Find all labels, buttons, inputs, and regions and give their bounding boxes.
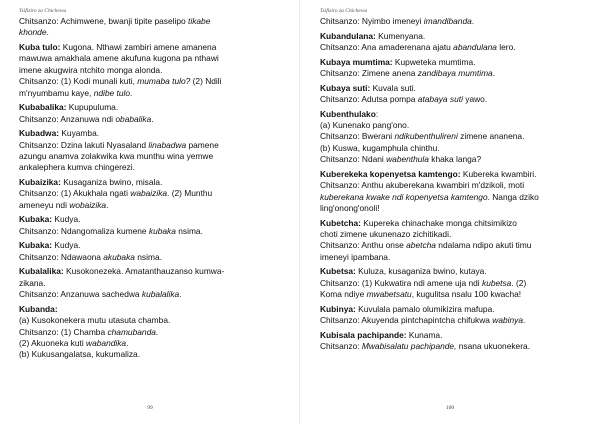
entry-text: Kudya. [52,214,81,225]
entry-text: Kumenyana. [375,30,426,41]
example-term: kubetsa [482,277,512,288]
entry-text: (a) Kusokonekera mutu utasuta chamba. [19,315,171,326]
example-term: wabenthula [386,154,429,165]
headword: Kubabalika: [19,102,67,113]
entry-line [320,42,592,53]
entry-text: Kuyamba. [59,128,100,139]
example-term: wabinya [492,315,523,326]
dictionary-entry [320,330,592,353]
entry-text: Kuvulala pamalo olumikizira mafupa. [355,303,495,314]
entry-line [320,180,592,191]
entries-left [19,16,286,361]
entry-text: Kuluza, kusaganiza bwino, kutaya. [355,266,487,277]
headword: Kubaizika: [19,177,61,188]
dictionary-entry [19,128,286,174]
entry-line [19,304,286,315]
entry-text: Chitsanzo: Dzina lakuti Nyasaland [19,139,149,150]
headword: Kubaka: [19,214,53,225]
entry-line [19,327,286,338]
headword: Kubetcha: [320,217,361,228]
example-term: mwabetsatu [366,289,412,300]
entry-line [19,200,286,211]
dictionary-entry [320,57,592,80]
entry-text: nsima. [134,251,162,262]
entry-line [320,278,592,289]
entry-line [320,131,592,142]
entry-line [19,278,286,289]
entry-line [320,341,592,352]
entry-line [320,31,592,42]
example-term: zandibaya mumtima [417,68,493,78]
entry-text: Chitsanzo: Bwerani [320,131,395,142]
entry-text: (b) Kuswa, kugamphula chinthu. [320,142,440,153]
entry-text: Koma ndiye [320,289,367,300]
entry-text: Kusokonezeka. Amatanthauzanso kumwa- [63,266,225,277]
entry-text: . (2) Munthu [167,188,213,199]
entry-line [320,109,592,120]
entry-line [19,266,286,277]
dictionary-entry [320,218,592,264]
example-term: kubalalika [141,289,180,300]
entry-text: (b) Kukusangalatsa, kukumaliza. [19,349,141,360]
entry-text: Chitsanzo: Ndawaona [19,251,104,262]
entry-text: Chitsanzo: Anzanuwa sachedwa [19,289,142,300]
entry-line [320,229,592,240]
entry-line [19,65,286,76]
example-term: ndibe tulo [93,87,131,98]
entry-text: Kugona. Nthawi zambiri amene amanena [60,42,217,52]
entry-text: mawuwa amakhala amene akufuna kugona pa nthawi [19,53,219,64]
entry-line [320,68,592,79]
entry-text: (2) Ndili [190,76,222,87]
example-term: wabandika [86,338,127,349]
entry-text: Kuvala suti. [370,82,416,93]
dictionary-entry [19,304,286,361]
entry-line [19,53,286,64]
entry-text: Kupereka chinachake monga chitsimikizo [360,217,517,228]
headword: Kubinya: [320,303,356,314]
entry-line [19,226,286,237]
entry-text: . (2) [511,277,527,288]
dictionary-entry [19,16,286,39]
entry-text: zikana. [19,277,46,288]
dictionary-entry [19,177,286,211]
entry-text: yawo. [462,94,488,104]
headword: Kubanda: [19,303,58,314]
running-head-right: Tsifiziro za Chichewa [320,8,368,14]
entry-text: Kubereka kwambiri. [460,168,537,179]
entry-line [320,57,592,68]
example-term: tikabe [188,16,211,26]
entry-text: : [375,108,379,119]
entry-line [320,192,592,203]
entry-text: nsana ukuonekera. [456,341,530,352]
example-term: wabaizika [130,188,168,199]
entry-line [19,102,286,113]
entry-text: ling'onong'onoli! [320,203,380,214]
example-term: linabadwa [148,139,187,150]
entry-text: Chitsanzo: [320,341,362,352]
entry-line [320,143,592,154]
example-term: Mwabisalatu pachipande, [361,341,457,352]
headword: Kubandulana: [320,30,376,41]
example-term: imandibanda [423,16,472,26]
entry-line [19,162,286,173]
entry-line [19,76,286,87]
entry-line [320,94,592,105]
example-term: khonde [19,27,47,38]
entry-text: imene akugwira ntchito monga alonda. [19,64,163,75]
entry-line [19,214,286,225]
entry-line [19,16,286,27]
headword: Kuberekeka kopenyetsa kamtengo: [320,168,461,179]
entry-text: Chitsanzo: Nyimbo imeneyi [320,16,424,26]
entry-line [320,83,592,94]
example-term: wobaizika [69,199,107,210]
entry-text: . [46,27,49,38]
entry-line [19,349,286,360]
dictionary-entry [19,266,286,300]
entry-text: Chitsanzo: (1) Kukwatira ndi amene uja ndi [320,277,482,288]
entry-text: Chitsanzo: Anthu akuberekana kwambiri m'dzikoli, moti [320,180,525,191]
entry-text: . [151,113,154,124]
entry-line [19,151,286,162]
entry-line [320,266,592,277]
entry-text: Chitsanzo: (1) Chamba [19,326,108,337]
dictionary-entry [320,16,592,27]
entry-line [19,42,286,53]
entry-text: , kugulitsa nsalu 100 kwacha! [411,289,522,300]
entry-text: Chitsanzo: Ndani [320,154,387,165]
headword: Kubenthulako [320,108,376,119]
entry-line [320,203,592,214]
dictionary-entry [19,240,286,263]
entry-text: Chitsanzo: Achimwene, bwanji tipite paselipo [19,16,188,26]
entries-right [320,16,592,353]
entry-text: Chitsanzo: Ana amaderenana ajatu [320,42,454,52]
entry-text: choti zimene ukunenazo zichitikadi. [320,229,452,240]
headword: Kubadwa: [19,128,60,139]
page-number-right: 100 [445,405,455,411]
example-term: kuberekana kwake ndi kopenyetsa kamtengo [320,191,488,202]
entry-text: Kupweteka mumtima. [392,56,476,67]
headword: Kubaya mumtima: [320,56,393,67]
entry-line [320,154,592,165]
dictionary-entry [320,304,592,327]
headword: Kubetsa: [320,266,356,277]
entry-text: Kupupuluma. [66,102,119,113]
entry-line [19,289,286,300]
entry-line [320,289,592,300]
entry-text: . [106,199,109,210]
entry-line [19,27,286,38]
headword: Kubaka: [19,240,53,251]
entry-text: . [130,87,133,98]
entry-text: . [492,68,496,78]
entry-line [320,240,592,251]
headword: Kuba tulo: [19,42,61,52]
example-term: abetcha [406,240,436,251]
entry-text: m'nyumbamu kaye, [19,87,94,98]
example-term: mumaba tulo? [137,76,191,87]
entry-line [320,16,592,27]
entry-text: Kudya. [52,240,81,251]
entry-line [320,169,592,180]
entry-text: (a) Kunenako pang'ono. [320,120,410,130]
entry-line [19,240,286,251]
example-term: abandulana [453,42,497,52]
dictionary-entry [320,109,592,166]
right-page [300,0,600,424]
entry-text: pamene [186,139,219,150]
entry-text: Chitsanzo: Anzanuwa ndi [19,113,116,124]
dictionary-entry [320,83,592,106]
entry-text: (2) Akuoneka kuti [19,338,87,349]
entry-text: ndalama ndipo akuti timu [435,240,532,251]
entry-text: zimene ananena. [457,131,525,142]
entry-text: . [471,16,475,26]
entry-line [19,128,286,139]
entry-text: Chitsanzo: Anthu onse [320,240,407,251]
entry-text: . Nanga dziko [487,191,539,202]
entry-text: . [179,289,182,300]
dictionary-entry [19,42,286,99]
entry-line [19,252,286,263]
entry-line [19,338,286,349]
entry-line [320,218,592,229]
running-head-left: Tsifiziro za Chichewa [19,8,67,14]
dictionary-entry [320,266,592,300]
entry-text: azungu anamva zolakwika kwa munthu wina yemwe [19,151,214,162]
entry-line [19,315,286,326]
entry-text: Chitsanzo: Adutsa pompa [320,94,418,104]
entry-text: . [126,338,129,349]
entry-text: Chitsanzo: (1) Akukhala ngati [19,188,131,199]
entry-text: Chitsanzo: Akuyenda pintchapintcha chifukwa [320,315,493,326]
entry-text: Chitsanzo: Ndangomaliza kumene [19,225,149,236]
entry-text: nsima. [175,225,203,236]
headword: Kubisala pachipande: [320,329,407,340]
dictionary-entry [19,102,286,125]
entry-text: . [155,326,159,337]
entry-text: Chitsanzo: Zimene anena [320,68,418,78]
entry-text: . [523,315,526,326]
entry-text: Chitsanzo: (1) Kodi munali kuti, [19,76,138,87]
entry-line [320,120,592,131]
entry-line [320,252,592,263]
entry-text: khaka langa? [428,154,482,165]
example-term: ndikubenthulireni [394,131,458,142]
example-term: atabaya suti [417,94,463,104]
entry-line [19,188,286,199]
entry-text: ankalephera kumva chingerezi. [19,162,135,173]
entry-text: Kusaganiza bwino, misala. [60,177,163,188]
entry-line [320,304,592,315]
entry-line [19,88,286,99]
page-number-left: 99 [147,405,153,411]
dictionary-entry [320,31,592,54]
headword: Kubaya suti: [320,82,371,93]
dictionary-entry [320,169,592,215]
entry-line [320,330,592,341]
example-term: chamubanda [107,326,156,337]
entry-line [320,315,592,326]
entry-line [19,140,286,151]
entry-text: lero. [496,42,516,52]
dictionary-entry [19,214,286,237]
example-term: kubaka [148,225,176,236]
entry-text: imeneyi ipambana. [320,251,391,262]
entry-line [19,114,286,125]
entry-text: Kunama. [406,329,443,340]
entry-line [19,177,286,188]
example-term: akubaka [103,251,135,262]
entry-text: ameneyu ndi [19,199,70,210]
headword: Kubalalika: [19,266,64,277]
example-term: obabalika [115,113,152,124]
